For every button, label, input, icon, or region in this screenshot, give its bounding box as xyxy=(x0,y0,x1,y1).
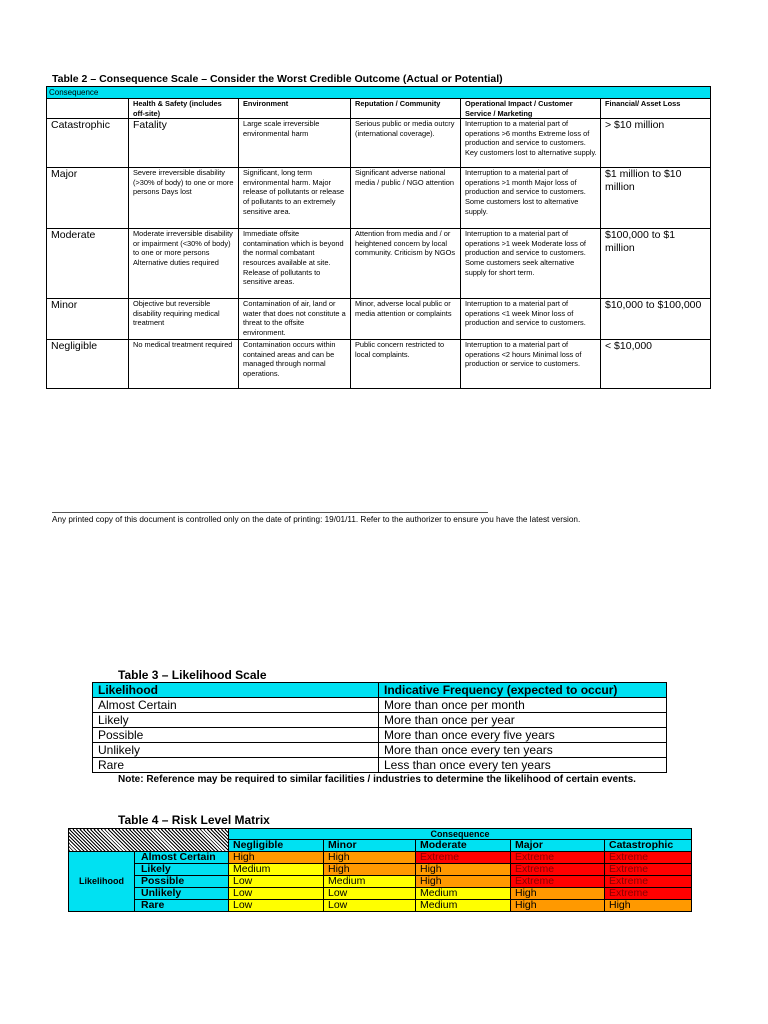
header-health-safety: Health & Safety (includes off-site) xyxy=(129,99,239,119)
likelihood-cell: Almost Certain xyxy=(93,698,379,713)
health-safety-cell: No medical treatment required xyxy=(129,340,239,389)
table-row xyxy=(47,229,711,299)
blank-header-cell xyxy=(47,99,129,119)
column-header: Minor xyxy=(324,840,416,852)
risk-cell: Extreme xyxy=(511,852,605,864)
header-environment: Environment xyxy=(239,99,351,119)
frequency-cell: More than once per month xyxy=(379,698,667,713)
operational-cell: Interruption to a material part of operations >1 month Major loss of production and service to customers. Some customers lost to alternative supply. xyxy=(461,168,601,229)
reputation-cell: Serious public or media outcry (international coverage). xyxy=(351,119,461,168)
risk-cell: Extreme xyxy=(511,864,605,876)
risk-cell: Extreme xyxy=(511,876,605,888)
column-header: Catastrophic xyxy=(605,840,692,852)
row-header: Likely xyxy=(135,864,229,876)
table4-title: Table 4 – Risk Level Matrix xyxy=(118,813,270,827)
table-row xyxy=(93,698,667,713)
column-header: Moderate xyxy=(416,840,511,852)
row-level: Negligible xyxy=(47,340,129,389)
likelihood-label: Likelihood xyxy=(69,852,135,912)
frequency-cell: More than once per year xyxy=(379,713,667,728)
risk-cell: Medium xyxy=(229,864,324,876)
risk-cell: Extreme xyxy=(416,852,511,864)
operational-cell: Interruption to a material part of operations >1 week Moderate loss of production and service to customers. Some customers seek alternative supply for short term. xyxy=(461,229,601,299)
row-level: Major xyxy=(47,168,129,229)
health-safety-cell: Fatality xyxy=(129,119,239,168)
hatched-corner xyxy=(69,829,229,852)
risk-cell: Low xyxy=(229,888,324,900)
matrix-row xyxy=(69,876,692,888)
risk-cell: Extreme xyxy=(605,888,692,900)
risk-cell: High xyxy=(511,900,605,912)
row-level: Moderate xyxy=(47,229,129,299)
matrix-row xyxy=(69,900,692,912)
risk-cell: High xyxy=(416,864,511,876)
risk-cell: Medium xyxy=(416,888,511,900)
table-row xyxy=(93,713,667,728)
environment-cell: Contamination of air, land or water that does not constitute a threat to the offsite environment. xyxy=(239,299,351,340)
consequence-banner: Consequence xyxy=(47,87,711,99)
risk-cell: High xyxy=(324,852,416,864)
financial-cell: $1 million to $10 million xyxy=(601,168,711,229)
health-safety-cell: Objective but reversible disability requiring medical treatment xyxy=(129,299,239,340)
risk-cell: Low xyxy=(324,900,416,912)
risk-cell: Low xyxy=(324,888,416,900)
table-row xyxy=(93,743,667,758)
health-safety-cell: Severe irreversible disability (>30% of body) to one or more persons Days lost xyxy=(129,168,239,229)
risk-cell: Medium xyxy=(324,876,416,888)
header-financial: Financial/ Asset Loss xyxy=(601,99,711,119)
matrix-row xyxy=(69,888,692,900)
risk-cell: High xyxy=(605,900,692,912)
table2-title: Table 2 – Consequence Scale – Consider the Worst Credible Outcome (Actual or Potential) xyxy=(52,73,503,85)
table-row xyxy=(47,340,711,389)
reputation-cell: Public concern restricted to local complaints. xyxy=(351,340,461,389)
table-row xyxy=(47,299,711,340)
risk-cell: High xyxy=(324,864,416,876)
frequency-cell: Less than once every ten years xyxy=(379,758,667,773)
environment-cell: Large scale irreversible environmental harm xyxy=(239,119,351,168)
header-reputation: Reputation / Community xyxy=(351,99,461,119)
likelihood-note: Note: Reference may be required to similar facilities / industries to determine the likelihood of certain events. xyxy=(118,774,636,785)
likelihood-cell: Possible xyxy=(93,728,379,743)
health-safety-cell: Moderate irreversible disability or impairment (<30% of body) to one or more persons Alternative duties required xyxy=(129,229,239,299)
risk-cell: Medium xyxy=(416,900,511,912)
likelihood-cell: Likely xyxy=(93,713,379,728)
table-row xyxy=(93,758,667,773)
reputation-cell: Attention from media and / or heightened concern by local community. Criticism by NGOs xyxy=(351,229,461,299)
likelihood-cell: Unlikely xyxy=(93,743,379,758)
environment-cell: Significant, long term environmental harm. Major release of pollutants or release of pollutants to an extremely sensitive area. xyxy=(239,168,351,229)
footer-notice: Any printed copy of this document is controlled only on the date of printing: 19/01/11. Refer to the authorizer to ensure you have the latest version. xyxy=(52,515,581,524)
table-row xyxy=(47,119,711,168)
financial-cell: < $10,000 xyxy=(601,340,711,389)
environment-cell: Contamination occurs within contained areas and can be managed through normal operations. xyxy=(239,340,351,389)
likelihood-scale-table xyxy=(92,682,667,773)
footer-divider xyxy=(52,512,488,513)
risk-cell: Extreme xyxy=(605,876,692,888)
header-likelihood: Likelihood xyxy=(93,683,379,698)
header-operational: Operational Impact / Customer Service / Marketing xyxy=(461,99,601,119)
header-frequency: Indicative Frequency (expected to occur) xyxy=(379,683,667,698)
risk-cell: Low xyxy=(229,900,324,912)
row-header: Almost Certain xyxy=(135,852,229,864)
matrix-row xyxy=(69,864,692,876)
frequency-cell: More than once every five years xyxy=(379,728,667,743)
column-header: Negligible xyxy=(229,840,324,852)
operational-cell: Interruption to a material part of operations <2 hours Minimal loss of production or service to customers. xyxy=(461,340,601,389)
matrix-row xyxy=(69,852,692,864)
risk-cell: Low xyxy=(229,876,324,888)
row-header: Possible xyxy=(135,876,229,888)
financial-cell: $100,000 to $1 million xyxy=(601,229,711,299)
risk-cell: High xyxy=(511,888,605,900)
column-header: Major xyxy=(511,840,605,852)
environment-cell: Immediate offsite contamination which is beyond the normal combatant resources available at site. Release of pollutants to sensitive areas. xyxy=(239,229,351,299)
reputation-cell: Significant adverse national media / public / NGO attention xyxy=(351,168,461,229)
frequency-cell: More than once every ten years xyxy=(379,743,667,758)
operational-cell: Interruption to a material part of operations >6 months Extreme loss of production and service to customers. Key customers lost to alternative supply. xyxy=(461,119,601,168)
row-header: Unlikely xyxy=(135,888,229,900)
risk-cell: High xyxy=(416,876,511,888)
risk-cell: Extreme xyxy=(605,852,692,864)
table-row xyxy=(47,168,711,229)
risk-level-matrix xyxy=(68,828,692,912)
operational-cell: Interruption to a material part of operations <1 week Minor loss of production and service to customers. xyxy=(461,299,601,340)
row-level: Minor xyxy=(47,299,129,340)
risk-cell: Extreme xyxy=(605,864,692,876)
financial-cell: $10,000 to $100,000 xyxy=(601,299,711,340)
row-header: Rare xyxy=(135,900,229,912)
likelihood-cell: Rare xyxy=(93,758,379,773)
reputation-cell: Minor, adverse local public or media attention or complaints xyxy=(351,299,461,340)
risk-cell: High xyxy=(229,852,324,864)
consequence-scale-table xyxy=(46,86,711,389)
table-row xyxy=(93,728,667,743)
table3-title: Table 3 – Likelihood Scale xyxy=(118,668,267,682)
row-level: Catastrophic xyxy=(47,119,129,168)
financial-cell: > $10 million xyxy=(601,119,711,168)
consequence-label: Consequence xyxy=(229,829,692,840)
